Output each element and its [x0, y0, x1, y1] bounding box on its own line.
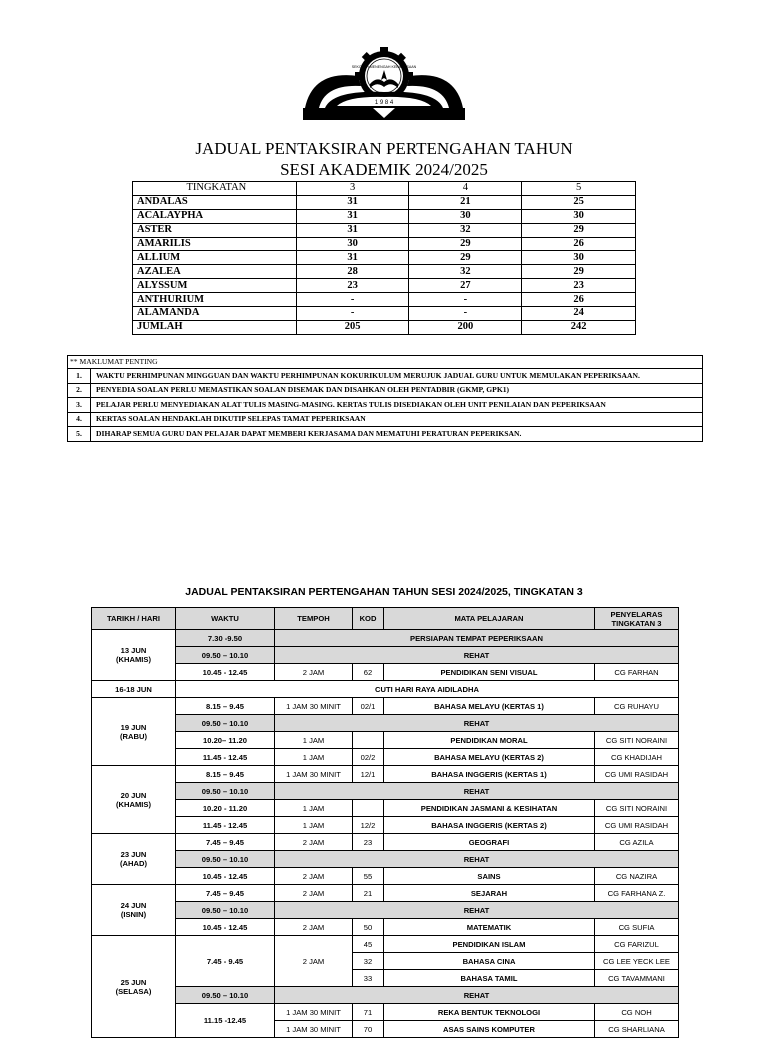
svg-text:SEKOLAH MENENGAH KEBANGSAAN: SEKOLAH MENENGAH KEBANGSAAN: [351, 65, 417, 69]
count-cell: 31: [296, 223, 409, 237]
count-cell: 30: [522, 209, 636, 223]
exam-schedule-table: [91, 607, 679, 1038]
count-cell: 25: [522, 195, 636, 209]
code-cell: 12/1: [353, 766, 384, 783]
table-row: [92, 681, 679, 698]
note-text: WAKTU PERHIMPUNAN MINGGUAN DAN WAKTU PERHIMPUNAN KOKURIKULUM MERUJUK JADUAL GURU UNTUK MEMULAKAN PEPERIKSAAN.: [91, 369, 703, 384]
count-cell: 30: [296, 237, 409, 251]
duration-cell: 1 JAM: [275, 732, 353, 749]
table-row: [92, 868, 679, 885]
table-row: [92, 800, 679, 817]
table-row: [92, 698, 679, 715]
duration-cell: 2 JAM: [275, 664, 353, 681]
count-cell: 29: [409, 237, 522, 251]
code-cell: 70: [353, 1021, 384, 1038]
code-cell: 02/1: [353, 698, 384, 715]
important-notes-table: [67, 355, 703, 442]
coordinator-cell: CG FARIZUL: [595, 936, 679, 953]
coordinator-cell: CG AZILA: [595, 834, 679, 851]
table-row: [133, 209, 636, 223]
subject-cell: ASAS SAINS KOMPUTER: [384, 1021, 595, 1038]
total-row: [133, 320, 636, 334]
count-cell: 30: [522, 251, 636, 265]
note-number: 4.: [68, 412, 91, 427]
total-cell: 205: [296, 320, 409, 334]
count-cell: 21: [409, 195, 522, 209]
notes-header: ** MAKLUMAT PENTING: [68, 356, 703, 369]
class-name: ACALAYPHA: [133, 209, 297, 223]
time-cell: 09.50 – 10.10: [176, 851, 275, 868]
table-row: [92, 936, 679, 953]
time-cell: 09.50 – 10.10: [176, 987, 275, 1004]
count-cell: 31: [296, 195, 409, 209]
table-row: [92, 834, 679, 851]
table-row: [92, 647, 679, 664]
table-row: [133, 195, 636, 209]
break-cell: REHAT: [275, 647, 679, 664]
subject-cell: REKA BENTUK TEKNOLOGI: [384, 1004, 595, 1021]
table-row: [92, 919, 679, 936]
subject-cell: BAHASA MELAYU (KERTAS 1): [384, 698, 595, 715]
time-cell: 11.45 - 12.45: [176, 749, 275, 766]
duration-cell: 2 JAM: [275, 868, 353, 885]
coordinator-cell: CG SITI NORAINI: [595, 732, 679, 749]
break-cell: REHAT: [275, 783, 679, 800]
table-row: [92, 630, 679, 647]
table-row: [92, 766, 679, 783]
table-row: [92, 885, 679, 902]
time-cell: 7.30 -9.50: [176, 630, 275, 647]
schedule-title: JADUAL PENTAKSIRAN PERTENGAHAN TAHUN SESI 2024/2025, TINGKATAN 3: [185, 586, 583, 598]
note-number: 3.: [68, 398, 91, 413]
duration-cell: 1 JAM 30 MINIT: [275, 766, 353, 783]
count-cell: -: [296, 307, 409, 321]
duration-cell: 1 JAM: [275, 817, 353, 834]
table-header-row: [92, 608, 679, 630]
coordinator-cell: CG NAZIRA: [595, 868, 679, 885]
date-cell: 24 JUN (ISNIN): [92, 885, 176, 936]
table-row: [92, 749, 679, 766]
count-cell: 24: [522, 307, 636, 321]
subject-cell: PENDIDIKAN SENI VISUAL: [384, 664, 595, 681]
coordinator-cell: CG SHARLIANA: [595, 1021, 679, 1038]
subject-cell: MATEMATIK: [384, 919, 595, 936]
coordinator-cell: CG RUHAYU: [595, 698, 679, 715]
time-cell: 09.50 – 10.10: [176, 902, 275, 919]
break-cell: REHAT: [275, 851, 679, 868]
subject-cell: PENDIDIKAN JASMANI & KESIHATAN: [384, 800, 595, 817]
class-name: ALLIUM: [133, 251, 297, 265]
duration-cell: 2 JAM: [275, 885, 353, 902]
code-cell: 50: [353, 919, 384, 936]
coordinator-cell: CG FARHAN: [595, 664, 679, 681]
column-header: TINGKATAN: [133, 182, 297, 196]
time-cell: 10.45 - 12.45: [176, 664, 275, 681]
date-cell: 19 JUN (RABU): [92, 698, 176, 766]
column-header: PENYELARAS TINGKATAN 3: [595, 608, 679, 630]
subject-cell: BAHASA TAMIL: [384, 970, 595, 987]
code-cell: [353, 732, 384, 749]
note-text: KERTAS SOALAN HENDAKLAH DIKUTIP SELEPAS TAMAT PEPERIKSAAN: [91, 412, 703, 427]
code-cell: 32: [353, 953, 384, 970]
duration-cell: 1 JAM 30 MINIT: [275, 698, 353, 715]
time-cell: 8.15 – 9.45: [176, 698, 275, 715]
duration-cell: 1 JAM 30 MINIT: [275, 1004, 353, 1021]
student-count-table: [132, 181, 636, 335]
class-name: ASTER: [133, 223, 297, 237]
total-label: JUMLAH: [133, 320, 297, 334]
time-cell: 11.15 -12.45: [176, 1004, 275, 1038]
table-row: [92, 851, 679, 868]
count-cell: 29: [522, 223, 636, 237]
table-header-row: [133, 182, 636, 196]
code-cell: 71: [353, 1004, 384, 1021]
title-line-2: SESI AKADEMIK 2024/2025: [280, 160, 488, 179]
subject-cell: BAHASA MELAYU (KERTAS 2): [384, 749, 595, 766]
document-title: [0, 138, 768, 180]
count-cell: 32: [409, 265, 522, 279]
note-row: [68, 383, 703, 398]
time-cell: 09.50 – 10.10: [176, 647, 275, 664]
column-header: 4: [409, 182, 522, 196]
duration-cell: 1 JAM: [275, 800, 353, 817]
time-cell: 10.20– 11.20: [176, 732, 275, 749]
coordinator-cell: CG FARHANA Z.: [595, 885, 679, 902]
coordinator-cell: CG LEE YECK LEE: [595, 953, 679, 970]
duration-cell: 2 JAM: [275, 834, 353, 851]
break-cell: REHAT: [275, 902, 679, 919]
total-cell: 200: [409, 320, 522, 334]
subject-cell: PENDIDIKAN MORAL: [384, 732, 595, 749]
table-row: [133, 279, 636, 293]
time-cell: 8.15 – 9.45: [176, 766, 275, 783]
column-header: 3: [296, 182, 409, 196]
column-header: WAKTU: [176, 608, 275, 630]
note-text: PENYEDIA SOALAN PERLU MEMASTIKAN SOALAN DISEMAK DAN DISAHKAN OLEH PENTADBIR (GKMP, GPK1): [91, 383, 703, 398]
time-cell: 09.50 – 10.10: [176, 783, 275, 800]
code-cell: [353, 800, 384, 817]
table-row: [92, 817, 679, 834]
subject-cell: BAHASA INGGERIS (KERTAS 2): [384, 817, 595, 834]
table-row: [92, 783, 679, 800]
holiday-cell: CUTI HARI RAYA AIDILADHA: [176, 681, 679, 698]
note-row: [68, 369, 703, 384]
table-row: [133, 223, 636, 237]
table-row: [133, 293, 636, 307]
count-cell: 26: [522, 293, 636, 307]
coordinator-cell: CG UMI RASIDAH: [595, 766, 679, 783]
column-header: 5: [522, 182, 636, 196]
coordinator-cell: CG UMI RASIDAH: [595, 817, 679, 834]
count-cell: 27: [409, 279, 522, 293]
table-row: [133, 265, 636, 279]
column-header: TARIKH / HARI: [92, 608, 176, 630]
code-cell: 12/2: [353, 817, 384, 834]
time-cell: 10.45 - 12.45: [176, 919, 275, 936]
date-cell: 23 JUN (AHAD): [92, 834, 176, 885]
subject-cell: SEJARAH: [384, 885, 595, 902]
break-cell: REHAT: [275, 987, 679, 1004]
count-cell: 26: [522, 237, 636, 251]
note-row: [68, 398, 703, 413]
duration-cell: 2 JAM: [275, 919, 353, 936]
count-cell: 23: [296, 279, 409, 293]
count-cell: -: [296, 293, 409, 307]
time-cell: 11.45 - 12.45: [176, 817, 275, 834]
coordinator-cell: CG KHADIJAH: [595, 749, 679, 766]
table-row: [92, 715, 679, 732]
table-row: [92, 1004, 679, 1021]
date-cell: 16-18 JUN: [92, 681, 176, 698]
count-cell: 31: [296, 251, 409, 265]
time-cell: 09.50 – 10.10: [176, 715, 275, 732]
table-row: [133, 307, 636, 321]
coordinator-cell: CG SITI NORAINI: [595, 800, 679, 817]
note-row: [68, 427, 703, 442]
class-name: ALYSSUM: [133, 279, 297, 293]
date-cell: 25 JUN (SELASA): [92, 936, 176, 1038]
count-cell: 29: [409, 251, 522, 265]
time-cell: 7.45 – 9.45: [176, 885, 275, 902]
table-row: [92, 902, 679, 919]
duration-cell: 1 JAM: [275, 749, 353, 766]
table-row: [133, 237, 636, 251]
table-row: [92, 732, 679, 749]
column-header: TEMPOH: [275, 608, 353, 630]
note-number: 1.: [68, 369, 91, 384]
count-cell: 28: [296, 265, 409, 279]
code-cell: 02/2: [353, 749, 384, 766]
duration-cell: 1 JAM 30 MINIT: [275, 1021, 353, 1038]
code-cell: 45: [353, 936, 384, 953]
class-name: ANDALAS: [133, 195, 297, 209]
count-cell: -: [409, 307, 522, 321]
break-cell: REHAT: [275, 715, 679, 732]
note-number: 2.: [68, 383, 91, 398]
coordinator-cell: CG NOH: [595, 1004, 679, 1021]
code-cell: 23: [353, 834, 384, 851]
note-number: 5.: [68, 427, 91, 442]
table-row: [92, 987, 679, 1004]
date-cell: 20 JUN (KHAMIS): [92, 766, 176, 834]
note-text: DIHARAP SEMUA GURU DAN PELAJAR DAPAT MEMBERI KERJASAMA DAN MEMATUHI PERATURAN PEPERIKSAN.: [91, 427, 703, 442]
time-cell: 10.20 - 11.20: [176, 800, 275, 817]
subject-cell: GEOGRAFI: [384, 834, 595, 851]
code-cell: 33: [353, 970, 384, 987]
count-cell: -: [409, 293, 522, 307]
table-row: [92, 664, 679, 681]
coordinator-cell: CG TAVAMMANI: [595, 970, 679, 987]
count-cell: 32: [409, 223, 522, 237]
class-name: AZALEA: [133, 265, 297, 279]
svg-text:1 9 8 4: 1 9 8 4: [374, 100, 394, 106]
subject-cell: PENDIDIKAN ISLAM: [384, 936, 595, 953]
count-cell: 31: [296, 209, 409, 223]
class-name: ALAMANDA: [133, 307, 297, 321]
time-cell: 7.45 - 9.45: [176, 936, 275, 987]
subject-cell: SAINS: [384, 868, 595, 885]
class-name: AMARILIS: [133, 237, 297, 251]
time-cell: 7.45 – 9.45: [176, 834, 275, 851]
school-logo: [303, 46, 465, 124]
total-cell: 242: [522, 320, 636, 334]
class-name: ANTHURIUM: [133, 293, 297, 307]
notes-header-row: [68, 356, 703, 369]
table-row: [133, 251, 636, 265]
code-cell: 55: [353, 868, 384, 885]
count-cell: 30: [409, 209, 522, 223]
coordinator-cell: CG SUFIA: [595, 919, 679, 936]
subject-cell: BAHASA CINA: [384, 953, 595, 970]
note-row: [68, 412, 703, 427]
subject-cell: BAHASA INGGERIS (KERTAS 1): [384, 766, 595, 783]
count-cell: 23: [522, 279, 636, 293]
date-cell: 13 JUN (KHAMIS): [92, 630, 176, 681]
note-text: PELAJAR PERLU MENYEDIAKAN ALAT TULIS MASING-MASING. KERTAS TULIS DISEDIAKAN OLEH UNIT PENILAIAN DAN PEPERIKSAAN: [91, 398, 703, 413]
time-cell: 10.45 - 12.45: [176, 868, 275, 885]
count-cell: 29: [522, 265, 636, 279]
column-header: MATA PELAJARAN: [384, 608, 595, 630]
code-cell: 21: [353, 885, 384, 902]
duration-cell: 2 JAM: [275, 936, 353, 987]
column-header: KOD: [353, 608, 384, 630]
activity-cell: PERSIAPAN TEMPAT PEPERIKSAAN: [275, 630, 679, 647]
title-line-1: JADUAL PENTAKSIRAN PERTENGAHAN TAHUN: [195, 139, 573, 158]
code-cell: 62: [353, 664, 384, 681]
